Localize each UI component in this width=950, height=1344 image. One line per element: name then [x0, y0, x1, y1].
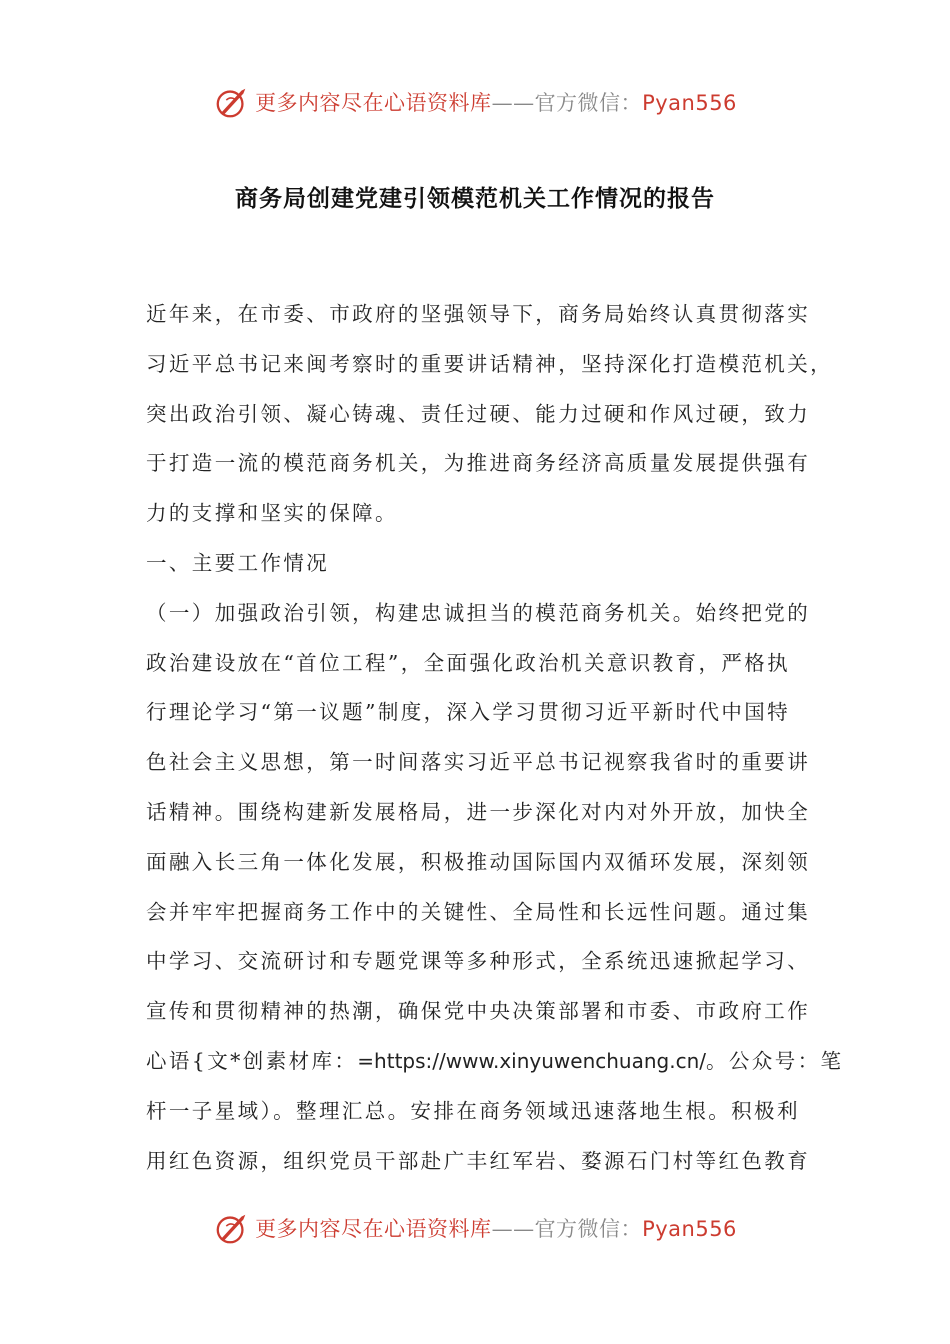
text-line: 近年来，在市委、市政府的坚强领导下，商务局始终认真贯彻落实: [146, 302, 811, 326]
footer-watermark-banner: [0, 1208, 950, 1248]
pen-logo-icon: [213, 83, 251, 121]
url-suffix: 。公众号：笔: [706, 1048, 844, 1073]
banner-wechat-label: 官方微信：: [534, 91, 643, 115]
banner-main-text: 更多内容尽在心语资料库: [255, 91, 492, 115]
text-line: （一）加强政治引领，构建忠诚担当的模范商务机关。始终把党的: [146, 600, 811, 625]
banner-main-text: 更多内容尽在心语资料库: [255, 1217, 492, 1241]
text-line: 于打造一流的模范商务机关，为推进商务经济高质量发展提供强有: [146, 451, 811, 476]
document-title: 商务局创建党建引领模范机关工作情况的报告: [235, 185, 715, 212]
document-body: [146, 290, 844, 1186]
text-line: 宣传和贯彻精神的热潮，确保党中央决策部署和市委、市政府工作: [146, 999, 811, 1024]
pen-logo-icon: [213, 1209, 251, 1247]
text-line: 会并牢牢把握商务工作中的关键性、全局性和长远性问题。通过集: [146, 899, 811, 924]
text-line: 用红色资源，组织党员干部赴广丰红军岩、婺源石门村等红色教育: [146, 1148, 811, 1173]
url-prefix: 心语{文*创素材库：: [146, 1048, 358, 1073]
banner-text: [255, 87, 737, 117]
text-line: 中学习、交流研讨和专题党课等多种形式，全系统迅速掀起学习、: [146, 949, 811, 974]
text-line: 杆一子星域）。整理汇总。安排在商务领域迅速落地生根。积极利: [146, 1098, 800, 1123]
text-line: 面融入长三角一体化发展，积极推动国际国内双循环发展，深刻领: [146, 849, 811, 874]
banner-wechat-id: Pyan556: [642, 91, 737, 115]
text-line: 习近平总书记来闽考察时的重要讲话精神，坚持深化打造模范机关，: [146, 351, 833, 376]
text-line: 行理论学习“第一议题”制度，深入学习贯彻习近平新时代中国特: [146, 700, 791, 725]
text-line: 力的支撑和坚实的保障。: [146, 501, 398, 526]
banner-dash: ——: [491, 1217, 535, 1241]
text-line: 政治建设放在“首位工程”，全面强化政治机关意识教育，严格执: [146, 650, 791, 675]
header-watermark-banner: [0, 82, 950, 122]
banner-text: [255, 1213, 737, 1243]
url-text: =https://www.xinyuwenchuang.cn/: [357, 1048, 706, 1073]
url-line: [146, 1037, 844, 1087]
text-line: 色社会主义思想，第一时间落实习近平总书记视察我省时的重要讲: [146, 750, 811, 775]
section-heading: 一、主要工作情况: [146, 550, 330, 575]
banner-dash: ——: [491, 91, 535, 115]
text-line: 话精神。围绕构建新发展格局，进一步深化对内对外开放，加快全: [146, 799, 811, 824]
text-line: 突出政治引领、凝心铸魂、责任过硬、能力过硬和作风过硬，致力: [146, 401, 811, 426]
banner-wechat-id: Pyan556: [642, 1217, 737, 1241]
banner-wechat-label: 官方微信：: [534, 1217, 643, 1241]
